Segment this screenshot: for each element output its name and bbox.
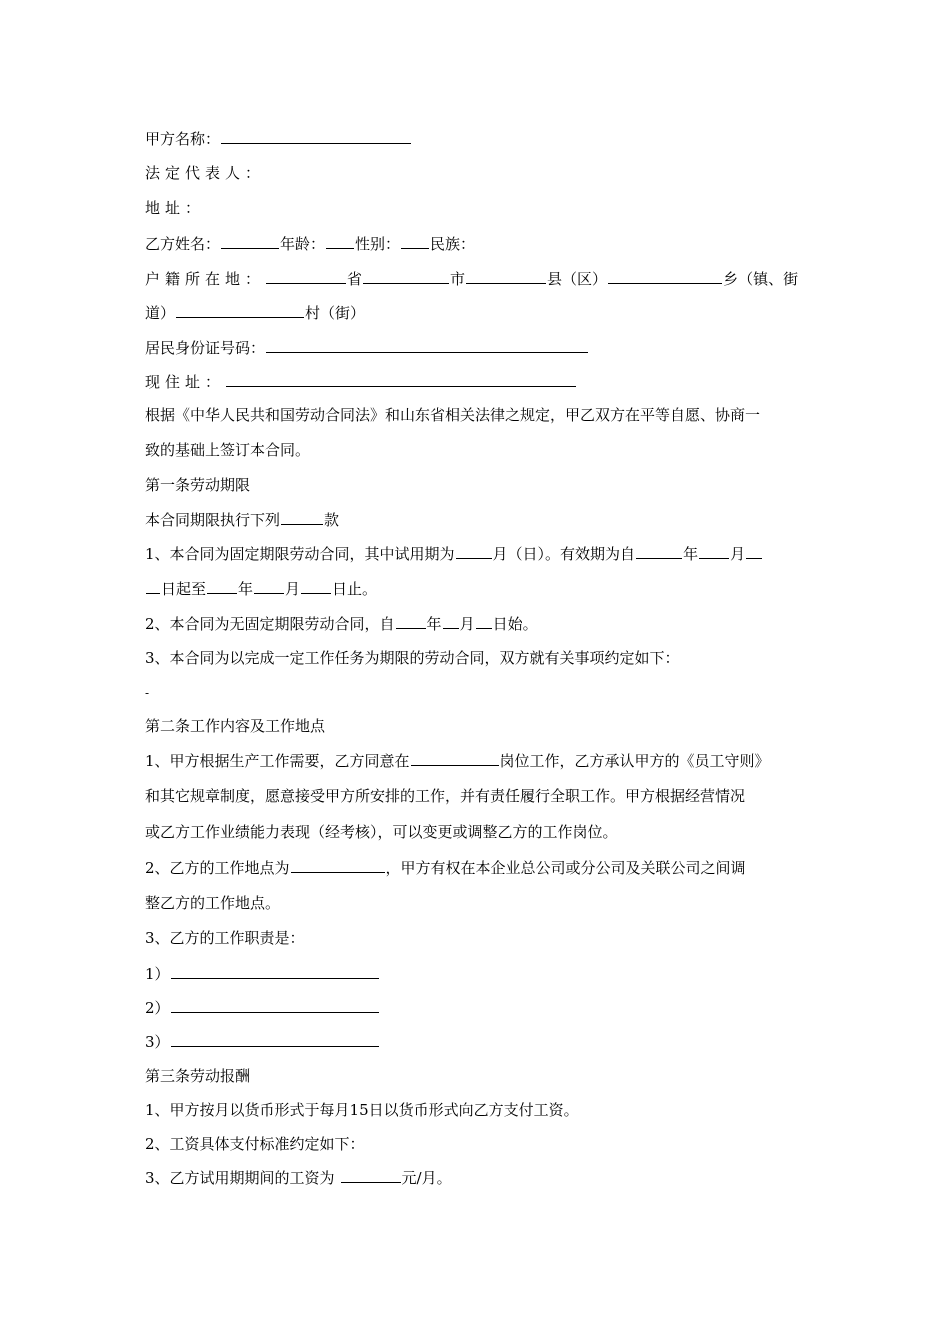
article1-item1-e: 日起至 [161,580,207,598]
village-blank [176,302,304,318]
article1-item2-c: 月 [459,615,475,633]
open-day-blank [476,613,492,629]
position-blank [411,750,499,766]
article2-title-text: 第二条工作内容及工作地点 [145,717,326,735]
article1-item1-line1 [145,543,810,564]
current-address-blank [226,371,576,387]
open-year-blank [396,613,426,629]
article1-item1-d: 月 [730,545,746,563]
article2-item1-line2 [145,786,810,806]
gender-blank [401,233,429,249]
article1-item2 [145,613,810,634]
duty-line-1 [145,963,810,984]
preamble-line-2 [145,440,810,460]
article1-item3 [145,648,810,668]
hukou-line [145,268,810,289]
open-month-blank [443,613,459,629]
article1-item1-f: 年 [238,580,254,598]
article3-item2 [145,1134,810,1154]
article2-item2-line2 [145,893,810,913]
party-a-name-blank [221,128,411,144]
preamble-text-2: 致的基础上签订本合同。 [145,441,311,459]
article1-item2-b: 年 [426,615,442,633]
city-label: 市 [450,270,466,288]
address-line [145,198,810,218]
hukou-label: 户籍所在地： [145,270,266,288]
duty-blank-2 [171,997,379,1013]
village-line [145,302,810,323]
duty-label-3: 3） [145,1033,170,1051]
county-label: 县（区） [547,270,608,288]
article1-item2-d: 日始。 [492,615,538,633]
article1-intro-b: 款 [324,511,340,529]
township-label: 乡（镇、街 [723,270,799,288]
province-label: 省 [347,270,363,288]
article3-item3 [145,1167,810,1188]
street-label: 道） [145,304,176,322]
end-day-blank [301,578,331,594]
start-year-blank [636,543,682,559]
work-location-blank [291,857,385,873]
article2-item3 [145,928,810,948]
article1-item1-b: 月（日）。有效期为自 [492,545,636,563]
id-number-line [145,337,810,358]
duty-label-2: 2） [145,999,170,1017]
article1-item1-line2 [145,578,810,599]
article2-item2-b: ，甲方有权在本企业总公司或分公司及关联公司之间调 [385,859,746,877]
duty-blank-3 [171,1031,379,1047]
gender-label: 性别： [355,235,401,253]
preamble-text-1: 根据《中华人民共和国劳动合同法》和山东省相关法律之规定，甲乙双方在平等自愿、协商一 [145,406,761,424]
duty-blank-1 [171,963,379,979]
party-a-name-line [145,128,810,149]
article1-title [145,475,810,495]
article2-item1-a: 1、甲方根据生产工作需要，乙方同意在 [145,752,410,770]
article2-item1-line1 [145,750,810,771]
article3-item3-a: 3、乙方试用期期间的工资为 [145,1169,335,1187]
probation-wage-blank [341,1167,401,1183]
legal-rep-line [145,163,810,183]
article1-item3-text: 3、本合同为以完成一定工作任务为期限的劳动合同，双方就有关事项约定如下： [145,649,680,667]
end-month-blank [254,578,284,594]
article1-item2-a: 2、本合同为无固定期限劳动合同，自 [145,615,395,633]
article2-item1-line3 [145,822,810,842]
article2-title [145,716,810,736]
dash-mark-text: - [145,686,150,700]
province-blank [266,268,346,284]
start-day-blank-b [146,578,160,594]
article1-item1-g: 月 [285,580,301,598]
article3-title-text: 第三条劳动报酬 [145,1067,251,1085]
clause-choice-blank [281,509,323,525]
article3-item1-text: 1、甲方按月以货币形式于每月15日以货币形式向乙方支付工资。 [145,1101,579,1119]
id-number-label: 居民身份证号码： [145,339,266,357]
article2-item1-b: 岗位工作，乙方承认甲方的《员工守则》 [499,752,770,770]
city-blank [363,268,449,284]
address-label: 地址： [145,199,206,217]
county-blank [466,268,546,284]
article2-item2-line1 [145,857,810,878]
article3-item1 [145,1100,810,1120]
age-label: 年龄： [280,235,326,253]
ethnicity-label: 民族： [430,235,476,253]
id-number-blank [266,337,588,353]
party-b-name-blank [221,233,279,249]
article1-item1-h: 日止。 [332,580,378,598]
dash-mark [145,683,810,703]
duty-label-1: 1） [145,965,170,983]
article2-item1-c: 和其它规章制度，愿意接受甲方所安排的工作，并有责任履行全职工作。甲方根据经营情况 [145,787,746,805]
duty-line-3 [145,1031,810,1052]
article3-title [145,1066,810,1086]
preamble-line-1 [145,405,810,425]
end-year-blank [207,578,237,594]
start-month-blank [699,543,729,559]
article1-intro [145,509,810,530]
probation-blank [456,543,492,559]
article2-item3-text: 3、乙方的工作职责是： [145,929,305,947]
article1-item1-c: 年 [683,545,699,563]
article3-item3-b: 元/月。 [401,1169,452,1187]
article3-item2-text: 2、工资具体支付标准约定如下： [145,1135,365,1153]
current-address-line [145,371,810,392]
article2-item1-d: 或乙方工作业绩能力表现（经考核），可以变更或调整乙方的工作岗位。 [145,823,618,841]
start-day-blank-a [746,543,762,559]
party-b-info-line [145,233,810,254]
article2-item2-c: 整乙方的工作地点。 [145,894,281,912]
article1-title-text: 第一条劳动期限 [145,476,251,494]
article1-item1-a: 1、本合同为固定期限劳动合同，其中试用期为 [145,545,455,563]
legal-rep-label: 法定代表人： [145,164,266,182]
duty-line-2 [145,997,810,1018]
party-a-name-label: 甲方名称： [145,130,221,148]
township-blank [608,268,722,284]
article1-intro-a: 本合同期限执行下列 [145,511,281,529]
article2-item2-a: 2、乙方的工作地点为 [145,859,290,877]
village-label: 村（街） [305,304,366,322]
age-blank [326,233,354,249]
current-address-label: 现住址： [145,373,226,391]
party-b-name-label: 乙方姓名： [145,235,221,253]
